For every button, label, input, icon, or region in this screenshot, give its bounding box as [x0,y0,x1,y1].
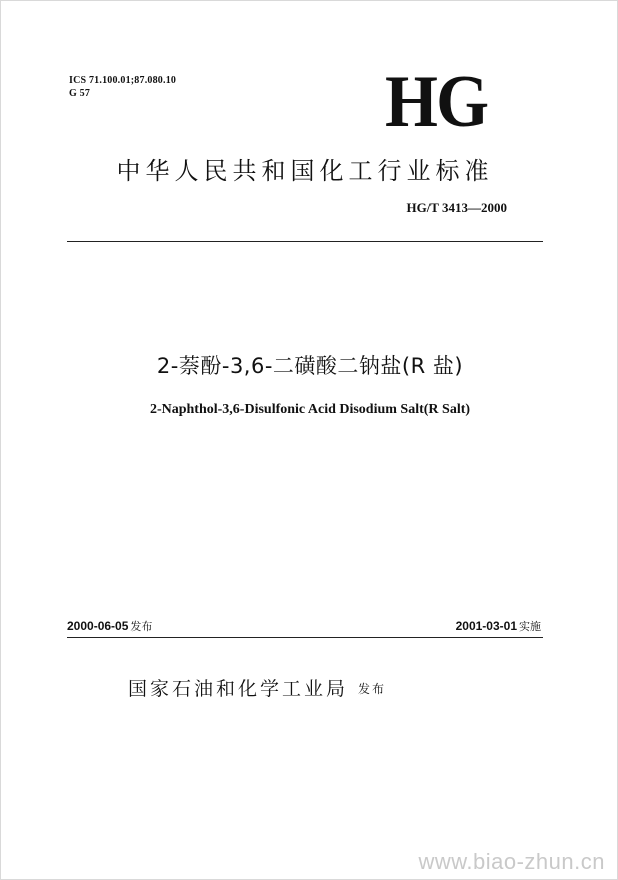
issue-date-block [67,618,152,634]
issue-label: 发布 [130,620,153,633]
issuer-name: 国家石油和化学工业局 [128,678,349,700]
standard-title: 中华人民共和国化工行业标准 [116,157,494,185]
issuer-issued-label: 发布 [358,682,387,696]
site-watermark: www.biao-zhun.cn [418,849,605,874]
top-divider [67,241,543,242]
product-name-english: 2-Naphthol-3,6-Disulfonic Acid Disodium Salt(R Salt) [149,402,471,417]
issue-date: 2000-06-05 [67,619,129,633]
standard-number: HG/T 3413—2000 [406,200,507,215]
gb-classification: G 57 [69,88,91,99]
hg-logo: HG [385,61,488,143]
bottom-divider [67,637,543,638]
product-name-chinese: 2-萘酚-3,6-二磺酸二钠盐(R 盐) [156,354,464,378]
implement-date-block [456,618,541,634]
ics-code: ICS 71.100.01;87.080.10 [69,75,177,86]
classification-codes [69,74,176,100]
issuing-authority [128,674,386,701]
implement-label: 实施 [519,620,541,633]
implement-date: 2001-03-01 [455,619,517,633]
